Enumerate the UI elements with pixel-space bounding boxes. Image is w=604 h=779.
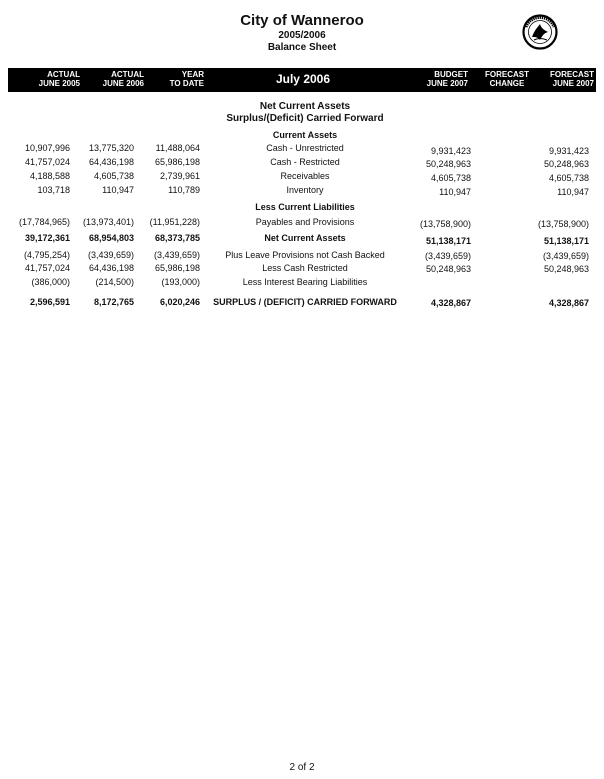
col-actual-2006: ACTUAL JUNE 2006 — [102, 70, 144, 88]
document-period: 2005/2006 — [278, 30, 326, 41]
table-row: 41,757,024 64,436,198 65,986,198 Cash - Restricted 50,248,963 50,248,963 — [24, 157, 589, 169]
column-header-bar — [8, 68, 596, 92]
col-forecast-change: FORECAST CHANGE — [485, 70, 529, 88]
table-row: (386,000) (214,500) (193,000) Less Interest Bearing Liabilities — [31, 277, 368, 287]
table-row: 10,907,996 13,775,320 11,488,064 Cash - Unrestricted 9,931,423 9,931,423 — [24, 143, 589, 156]
table-row: 4,188,588 4,605,738 2,739,961 Receivables 4,605,738 4,605,738 — [29, 171, 589, 183]
table-row: (4,795,254) (3,439,659) (3,439,659) Plus Leave Provisions not Cash Backed (3,439,659) (3,439,659) — [23, 250, 589, 261]
page-number: 2 of 2 — [289, 762, 315, 773]
col-budget-2007: BUDGET JUNE 2007 — [426, 70, 468, 88]
document-subtitle: Balance Sheet — [267, 42, 337, 53]
col-year-to-date: YEAR TO DATE — [169, 70, 204, 88]
section-title: Net Current Assets — [259, 101, 351, 112]
table-row: 103,718 110,947 110,789 Inventory 110,947 110,947 — [37, 185, 589, 197]
current-assets-heading: Current Assets — [272, 130, 338, 140]
city-seal-icon — [522, 14, 558, 50]
less-liabilities-heading: Less Current Liabilities — [255, 202, 355, 212]
report-month: July 2006 — [275, 72, 331, 86]
table-row: 41,757,024 64,436,198 65,986,198 Less Cash Restricted 50,248,963 50,248,963 — [24, 263, 589, 274]
table-row-surplus: 2,596,591 8,172,765 6,020,246 SURPLUS / (DEFICIT) CARRIED FORWARD 4,328,867 4,328,867 — [29, 297, 589, 308]
table-row: (17,784,965) (13,973,401) (11,951,228) Payables and Provisions (13,758,900) (13,758,900) — [18, 217, 589, 229]
table-row-net-current-assets: 39,172,361 68,954,803 68,373,785 Net Current Assets 51,138,171 51,138,171 — [24, 233, 589, 246]
document-title: City of Wanneroo — [240, 12, 364, 29]
section-subtitle: Surplus/(Deficit) Carried Forward — [226, 113, 384, 124]
col-forecast-2007: FORECAST JUNE 2007 — [550, 70, 594, 88]
col-actual-2005: ACTUAL JUNE 2005 — [38, 70, 80, 88]
